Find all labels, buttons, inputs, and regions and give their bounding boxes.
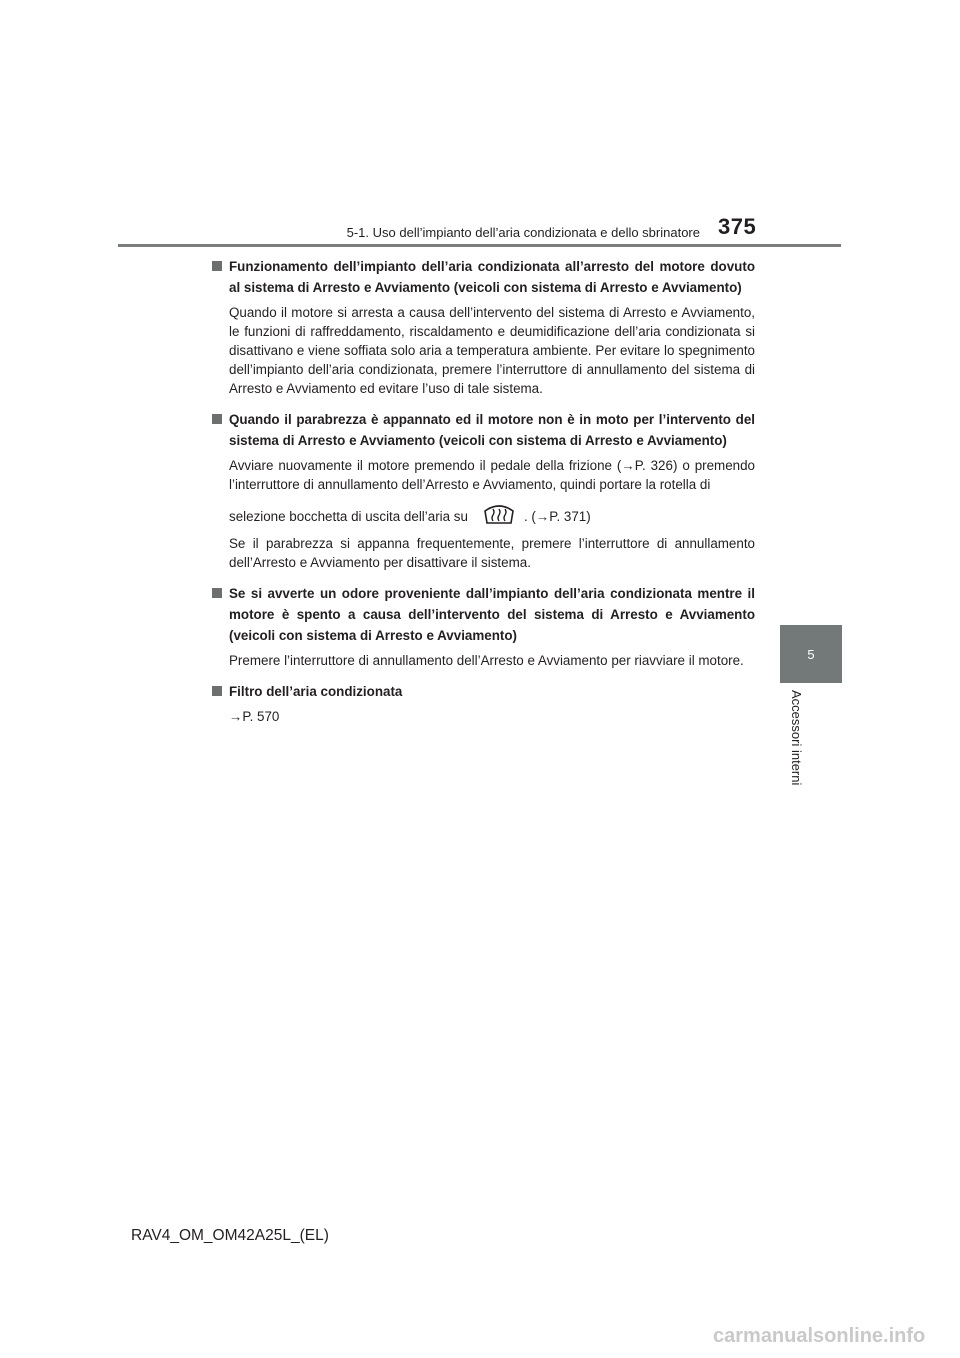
content: [212, 256, 755, 737]
document-code: RAV4_OM_OM42A25L_(EL): [131, 1227, 329, 1244]
section-title: Funzionamento dell’impianto dell’aria condizionata all’arresto del motore dovuto al sistema di Arresto e Avviamento (veicoli con sistema di Arresto e Avviamento): [212, 256, 755, 298]
square-bullet-icon: [212, 414, 222, 424]
paragraph: Quando il motore si arresta a causa dell’intervento del sistema di Arresto e Avviamento, le funzioni di raffreddamento, riscaldamento e deumidificazione dell’aria condizionata si disattivano e viene soffiata solo aria a temperatura ambiente. Per evitare lo spegnimento dell’impianto dell’aria condizionata, premere l’interruttore di annullamento del sistema di Arresto e Avviamento ed evitare l’uso di tale sistema.: [229, 305, 755, 396]
section: [212, 409, 755, 572]
chapter-label: Accessori interni: [789, 690, 804, 786]
section-title: Quando il parabrezza è appannato ed il motore non è in moto per l’intervento del sistema di Arresto e Avviamento (veicoli con sistema di Arresto e Avviamento): [212, 409, 755, 451]
section-body: [212, 651, 755, 670]
header-rule: [118, 244, 841, 247]
section: [212, 256, 755, 398]
header-section-title: 5-1. Uso dell’impianto dell’aria condizionata e dello sbrinatore: [346, 225, 700, 240]
page-number: 375: [718, 214, 757, 239]
paragraph-with-icon: selezione bocchetta di uscita dell’aria su . (→P. 371): [229, 499, 755, 529]
section-body: [212, 456, 755, 572]
section-title: Filtro dell’aria condizionata: [212, 681, 755, 702]
page-reference-link[interactable]: →P. 570: [229, 709, 280, 724]
square-bullet-icon: [212, 261, 222, 271]
chapter-number: 5: [807, 646, 815, 662]
paragraph: Avviare nuovamente il motore premendo il pedale della frizione (→P. 326) o premendo l’interruttore di annullamento dell’Arresto e Avviamento, quindi portare la rotella di: [229, 458, 755, 492]
square-bullet-icon: [212, 588, 222, 598]
section: [212, 583, 755, 670]
paragraph: Se il parabrezza si appanna frequentemente, premere l’interruttore di annullamento dell’Arresto e Avviamento per disattivare il sistema.: [229, 536, 755, 570]
section: [212, 681, 755, 726]
paragraph: Premere l’interruttore di annullamento dell’Arresto e Avviamento per riavviare il motore.: [229, 653, 744, 668]
watermark: carmanualsonline.info: [713, 1325, 926, 1347]
section-body: [212, 303, 755, 398]
chapter-tab: [780, 625, 842, 683]
section-body: [212, 707, 755, 726]
section-title: Se si avverte un odore proveniente dall’impianto dell’aria condizionata mentre il motore è spento a causa dell’intervento del sistema di Arresto e Avviamento (veicoli con sistema di Arresto e Avviamento): [212, 583, 755, 646]
windshield-defroster-icon: [482, 499, 516, 536]
square-bullet-icon: [212, 686, 222, 696]
